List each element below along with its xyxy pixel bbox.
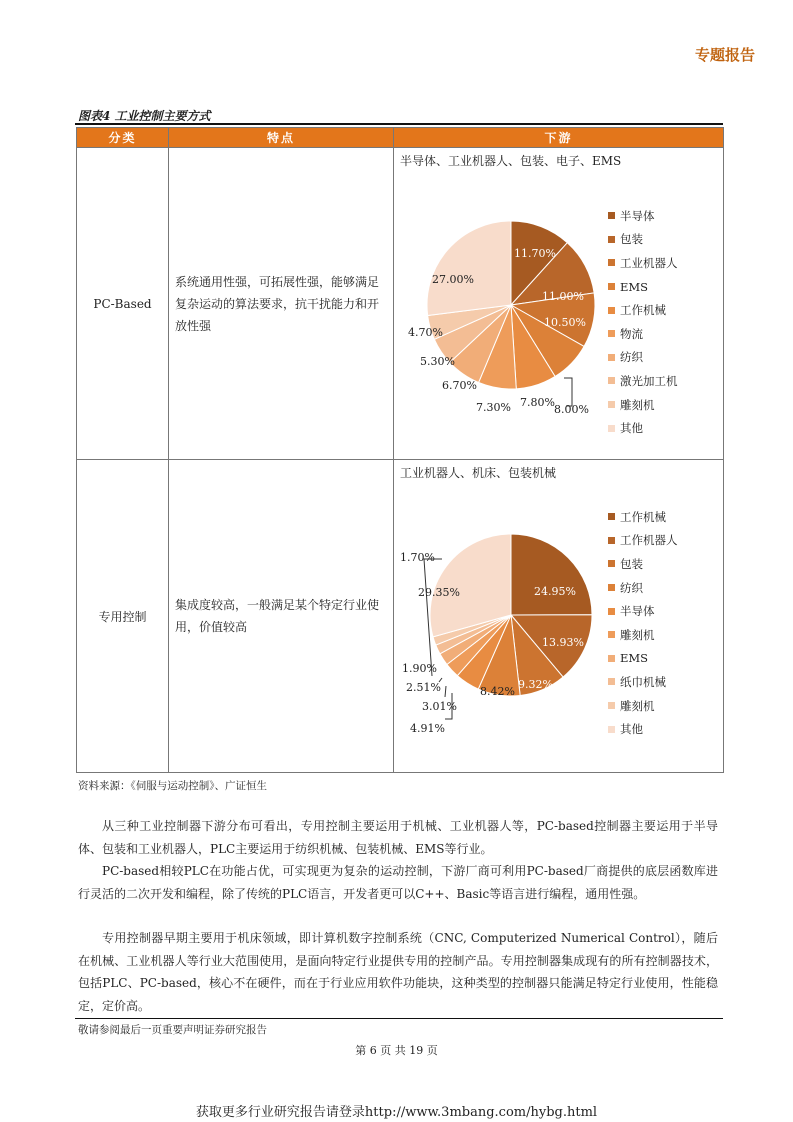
legend-label: 包装 [620, 232, 643, 247]
pie-value-label: 6.70% [442, 379, 477, 392]
legend-swatch [608, 377, 615, 384]
column-header-feature: 特点 [169, 128, 394, 148]
pie-value-label: 24.95% [534, 585, 576, 598]
pie-value-label: 11.00% [542, 290, 584, 303]
pie-value-label: 13.93% [542, 636, 584, 649]
pie-slice [427, 221, 511, 316]
legend-item [608, 369, 678, 393]
figure-source: 资料来源：《伺服与运动控制》、广证恒生 [78, 780, 267, 792]
pie-slice [511, 534, 592, 615]
legend-label: 纸巾机械 [620, 674, 666, 689]
legend-swatch [608, 560, 615, 567]
legend-swatch [608, 283, 615, 290]
body-paragraph: 从三种工业控制器下游分布可看出，专用控制主要运用于机械、工业机器人等，PC-based控制器主要运用于半导体、包装和工业机器人，PLC主要运用于纺织机械、包装机械、EMS等行业。 [78, 819, 718, 856]
legend-item [608, 529, 678, 553]
pie-value-label: 9.32% [518, 678, 553, 691]
downstream-cell [394, 460, 724, 773]
download-link[interactable]: 获取更多行业研究报告请登录http://www.3mbang.com/hybg.html [195, 1105, 598, 1120]
legend-label: 其他 [620, 722, 643, 737]
legend-swatch [608, 584, 615, 591]
legend-item [608, 576, 678, 600]
legend-swatch [608, 425, 615, 432]
pie-value-label: 2.51% [406, 681, 441, 694]
legend-swatch [608, 678, 615, 685]
figure-title: 图表4 工业控制主要方式 [78, 109, 211, 123]
pie-legend [608, 505, 678, 741]
legend-item [608, 346, 678, 370]
body-paragraph: PC-based相较PLC在功能占优，可实现更为复杂的运动控制，下游厂商可利用PC-based厂商提供的底层函数库进行灵活的二次开发和编程，除了传统的PLC语言，开发者更可以C++、Basic等语言进行编程，通用性强。 [78, 864, 718, 901]
legend-item [608, 694, 678, 718]
legend-item [608, 505, 678, 529]
legend-label: EMS [620, 279, 649, 294]
legend-swatch [608, 354, 615, 361]
pie-value-label: 3.01% [422, 700, 457, 713]
legend-item [608, 416, 678, 440]
legend-item [608, 647, 678, 671]
pie-value-label: 10.50% [544, 316, 586, 329]
legend-label: 纺织 [620, 350, 643, 365]
legend-label: 工作机器人 [620, 533, 678, 548]
legend-item [608, 322, 678, 346]
legend-label: 其他 [620, 421, 643, 436]
footer-rule [75, 1018, 723, 1019]
legend-label: 工业机器人 [620, 255, 678, 270]
leader-line [445, 686, 446, 697]
legend-swatch [608, 631, 615, 638]
feature-cell: 系统通用性强，可拓展性强，能够满足复杂运动的算法要求，抗干扰能力和开放性强 [169, 148, 394, 460]
pie-value-label: 4.91% [410, 722, 445, 735]
category-cell: PC-Based [77, 148, 169, 460]
legend-item [608, 552, 678, 576]
legend-swatch [608, 655, 615, 662]
page-number: 第 6 页 共 19 页 [355, 1044, 438, 1057]
table-row [77, 460, 724, 773]
legend-label: 半导体 [620, 208, 655, 223]
pie-value-label: 1.70% [400, 551, 435, 564]
report-type-tag: 专题报告 [694, 46, 755, 64]
table-row [77, 148, 724, 460]
legend-swatch [608, 212, 615, 219]
pie-value-label: 5.30% [420, 355, 455, 368]
legend-label: 雕刻机 [620, 698, 655, 713]
legend-label: 物流 [620, 326, 643, 341]
column-header-downstream: 下游 [394, 128, 724, 148]
legend-item [608, 228, 678, 252]
legend-label: 半导体 [620, 604, 655, 619]
legend-item [608, 717, 678, 741]
column-header-category: 分类 [77, 128, 169, 148]
pie-value-label: 29.35% [418, 586, 460, 599]
legend-item [608, 204, 678, 228]
legend-swatch [608, 259, 615, 266]
feature-cell: 集成度较高，一般满足某个特定行业使用，价值较高 [169, 460, 394, 773]
legend-item [608, 275, 678, 299]
legend-label: EMS [620, 651, 649, 666]
downstream-title: 半导体、工业机器人、包装、电子、EMS [400, 154, 622, 168]
legend-label: 工作机械 [620, 509, 666, 524]
legend-item [608, 251, 678, 275]
legend-swatch [608, 401, 615, 408]
legend-item [608, 670, 678, 694]
downstream-cell [394, 148, 724, 460]
legend-label: 包装 [620, 556, 643, 571]
legend-swatch [608, 330, 615, 337]
pie-value-label: 11.70% [514, 247, 556, 260]
body-paragraph: 专用控制器早期主要用于机床领域，即计算机数字控制系统（CNC, Computerized Numerical Control），随后在机械、工业机器人等行业大范围使用，是面向特定行业提供专用的控制产品。专用控制器集成现有的所有控制器技术，包括PLC、PC-based，核心不在硬件，而在于行业应用软件功能块，这种类型的控制器只能满足特定行业使用，性能稳定，定价高。 [78, 931, 718, 1013]
category-cell: 专用控制 [77, 460, 169, 773]
pie-value-label: 4.70% [408, 326, 443, 339]
downstream-title: 工业机器人、机床、包装机械 [400, 466, 557, 480]
legend-label: 雕刻机 [620, 627, 655, 642]
pie-value-label: 27.00% [432, 273, 474, 286]
disclaimer-text: 敬请参阅最后一页重要声明证券研究报告 [78, 1024, 267, 1036]
legend-item [608, 298, 678, 322]
figure-top-rule [75, 123, 723, 125]
legend-label: 工作机械 [620, 303, 666, 318]
legend-label: 纺织 [620, 580, 643, 595]
pie-value-label: 1.90% [402, 662, 437, 675]
table-header-row [77, 128, 724, 148]
pie-value-label: 8.00% [554, 403, 589, 416]
legend-swatch [608, 236, 615, 243]
legend-item [608, 393, 678, 417]
pie-value-label: 8.42% [480, 685, 515, 698]
legend-label: 雕刻机 [620, 397, 655, 412]
leader-line [564, 378, 572, 406]
legend-item [608, 599, 678, 623]
legend-label: 激光加工机 [620, 373, 678, 388]
pie-value-label: 7.80% [520, 396, 555, 409]
pie-legend [608, 204, 678, 440]
legend-swatch [608, 702, 615, 709]
legend-swatch [608, 537, 615, 544]
legend-item [608, 623, 678, 647]
pie-value-label: 7.30% [476, 401, 511, 414]
control-methods-table [76, 127, 724, 773]
legend-swatch [608, 726, 615, 733]
legend-swatch [608, 307, 615, 314]
legend-swatch [608, 608, 615, 615]
legend-swatch [608, 513, 615, 520]
